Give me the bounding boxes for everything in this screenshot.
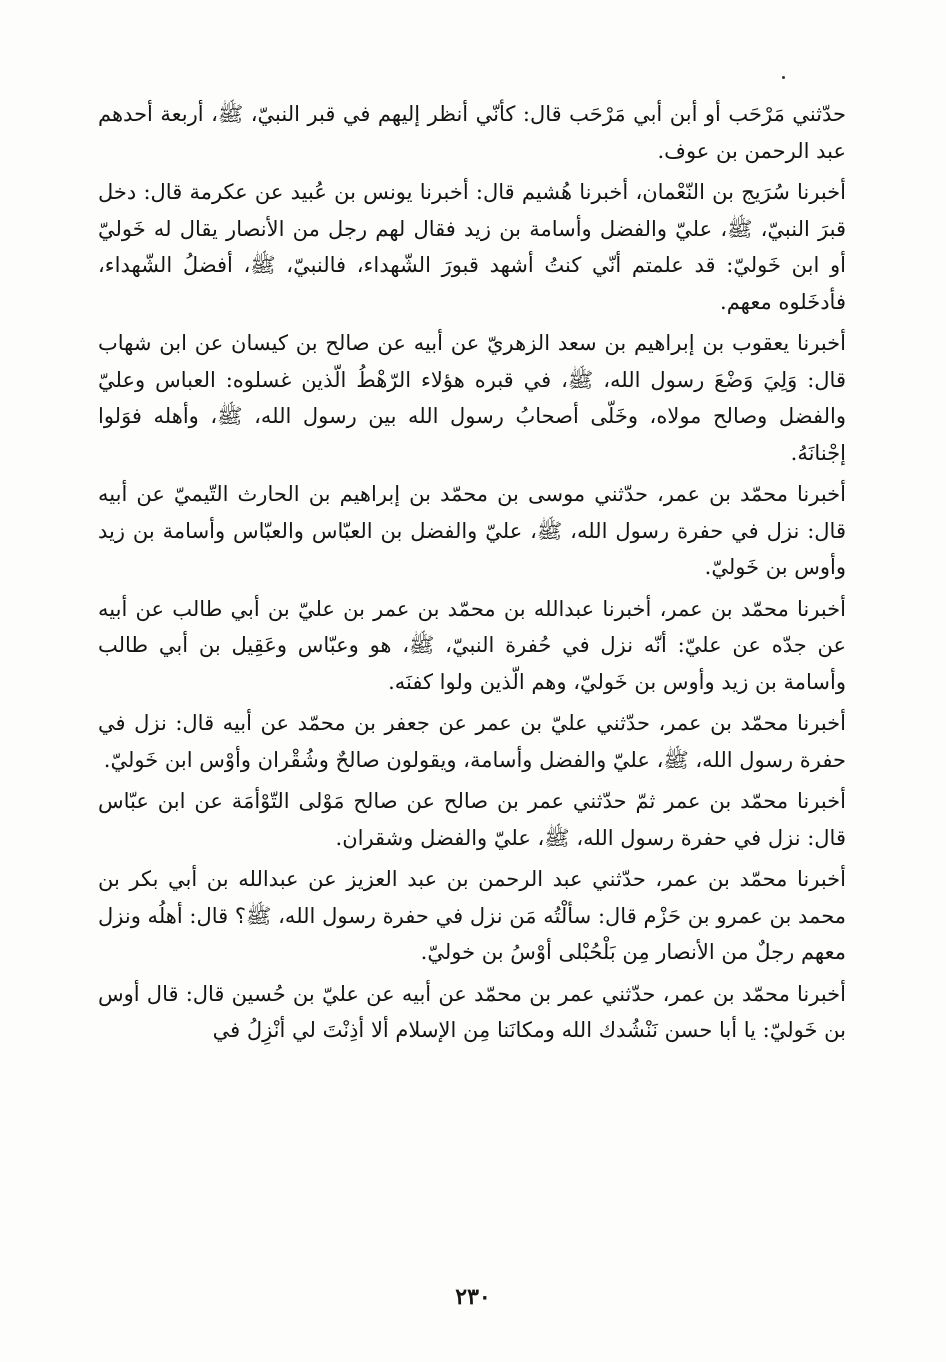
paragraph-1: حدّثني مَرْحَب أو أبن أبي مَرْحَب قال: كأنّي أنظر إليهم في قبر النبيّ، ﷺ، أربعة أحدهم عبد الرحمن بن عوف.	[98, 102, 846, 163]
paragraph-7: أخبرنا محمّد بن عمر ثمّ حدّثني عمر بن صالح عن صالح مَوْلى التّوْأمَة عن ابن عبّاس قال: نزل في حفرة رسول الله، ﷺ، عليّ والفضل وشقران.	[98, 789, 846, 850]
paragraph-9: أخبرنا محمّد بن عمر، حدّثني عمر بن محمّد عن أبيه عن عليّ بن حُسين قال: قال أوس بن خَوليّ: يا أبا حسن نَنْشُدك الله ومكانَنا مِن الإسلام ألا أذِنْتَ لي أنْزِلُ في	[98, 981, 846, 1042]
paragraph-5: أخبرنا محمّد بن عمر، أخبرنا عبدالله بن محمّد بن عمر بن عليّ بن أبي طالب عن أبيه عن جدّه عن عليّ: أنّه نزل في حُفرة النبيّ، ﷺ، هو وعبّاس وعَقِيل بن أبي طالب وأسامة بن زيد وأوس بن خَوليّ، وهم الّذين ولوا كفنَه.	[98, 596, 846, 694]
paragraph-3: أخبرنا يعقوب بن إبراهيم بن سعد الزهريّ عن أبيه عن صالح بن كيسان عن ابن شهاب قال: وَلِيَ وَضْعَ رسول الله، ﷺ، في قبره هؤلاء الرّهْطُ الّذين غسلوه: العباس وعليّ والفضل وصالح مولاه، وخَلّى أصحابُ رسول الله بين رسول الله، ﷺ، وأهله فوَلوا إجْنانَهُ.	[98, 331, 846, 465]
paragraph-6: أخبرنا محمّد بن عمر، حدّثني عليّ بن عمر عن جعفر بن محمّد عن أبيه قال: نزل في حفرة رسول الله، ﷺ، عليّ والفضل وأسامة، ويقولون صالحٌ وشُقْران وأوْس ابن خَوليّ.	[98, 711, 846, 772]
scan-speck	[782, 76, 785, 79]
paragraph-4: أخبرنا محمّد بن عمر، حدّثني موسى بن محمّد بن إبراهيم بن الحارث التّيميّ عن أبيه قال: نزل في حفرة رسول الله، ﷺ، عليّ والفضل بن العبّاس والعبّاس وأسامة بن زيد وأوس بن خَوليّ.	[98, 482, 846, 579]
paragraph-8: أخبرنا محمّد بن عمر، حدّثني عبد الرحمن بن عبد العزيز عن عبدالله بن أبي بكر بن محمد بن عمرو بن حَزْم قال: سألْتُه مَن نزل في حفرة رسول الله، ﷺ؟ قال: أهلُه ونزل معهم رجلٌ من الأنصار مِن بَلْحُبْلى أوْسُ بن خوليّ.	[98, 867, 846, 964]
body-text	[98, 96, 846, 1054]
paragraph-2: أخبرنا سُرَيج بن النّعْمان، أخبرنا هُشيم قال: أخبرنا يونس بن عُبيد عن عكرمة قال: دخل قبرَ النبيّ، ﷺ، عليّ والفضل وأسامة بن زيد فقال لهم رجل من الأنصار يقال له خَوليّ أو ابن خَوليّ: قد علمتم أنّي كنتُ أشهد قبورَ الشّهداء، فالنبيّ، ﷺ، أفضلُ الشّهداء، فأدخَلوه معهم.	[98, 180, 846, 314]
page-number: ٢٣٠	[455, 1284, 491, 1310]
